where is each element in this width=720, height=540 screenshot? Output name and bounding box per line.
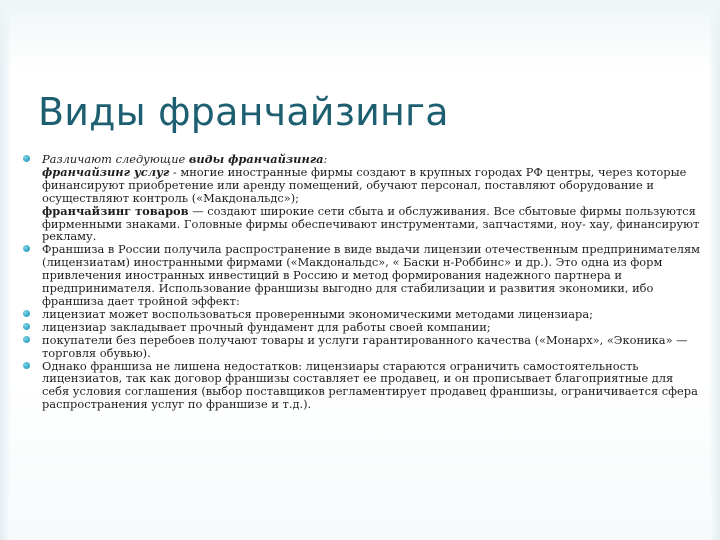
bullet-item-drawbacks (22, 360, 702, 412)
bullet-text: покупатели без перебоев получают товары и услуги гарантированного качества («Монарх», «Эконика» — торговля обувью). (42, 332, 688, 360)
bullet-text: лицензиар закладывает прочный фундамент для работы своей компании; (42, 319, 491, 334)
bullet-text: Однако франшиза не лишена недостатков: лицензиары стараются ограничить самостоятельность лицензиатов, так как договор франшизы составляет ее продавец, и он прописывает благоприятные для себя условия соглашения (выбор поставщиков регламентирует продавец франшизы, ограничивается сфера распространения услуг по франшизе и т.д.). (42, 358, 698, 412)
types-intro: Различают следующие (42, 152, 186, 166)
bullet-dot-icon (23, 155, 30, 162)
bullet-item-russia (22, 243, 702, 308)
bullet-dot-icon (23, 310, 30, 317)
bullet-list (22, 153, 702, 411)
types-intro-end: : (323, 152, 328, 166)
bullet-dot-icon (23, 336, 30, 343)
slide-edge-left (0, 0, 10, 540)
goods-franchising-line (42, 205, 702, 244)
slide-title: Виды франчайзинга (38, 90, 449, 134)
bullet-text: лицензиат может воспользоваться проверенными экономическими методами лицензиара; (42, 306, 593, 321)
service-franchising-term: франчайзинг услуг (42, 164, 170, 179)
goods-franchising-term: франчайзинг товаров (42, 203, 189, 218)
bullet-text: Франшиза в России получила распространение в виде выдачи лицензии отечественным предпринимателям (лицензиатам) иностранными фирмами («Макдональдс», « Баски н-Роббинс» и др.). Это одна из форм привлечения иностранных инвестиций в Россию и метод формирования надежного партнера и предпринимателя. Использование франшизы выгодно для стабилизации и развития экономики, ибо франшиза дает тройной эффект: (42, 242, 701, 308)
bullet-dot-icon (23, 245, 30, 252)
slide-edge-right (710, 0, 720, 540)
types-intro-bold: виды франчайзинга (188, 152, 324, 166)
goods-franchising-text: — создают широкие сети сбыта и обслуживания. Все сбытовые фирмы пользуются фирменными знаками. Головные фирмы обеспечивают инструментами, запчастями, ноу- хау, финансируют рекламу. (42, 203, 700, 244)
slide-top-band (0, 0, 720, 70)
bullet-item-buyers (22, 334, 702, 360)
bullet-item-types (22, 153, 702, 243)
service-franchising-line (42, 166, 702, 205)
bullet-dot-icon (23, 362, 30, 369)
service-franchising-text: - многие иностранные фирмы создают в крупных городах РФ центры, через которые финансируют приобретение или аренду помещений, обучают персонал, поставляют оборудование и осуществляют контроль («Макдональдс»); (42, 164, 687, 205)
bullet-dot-icon (23, 323, 30, 330)
